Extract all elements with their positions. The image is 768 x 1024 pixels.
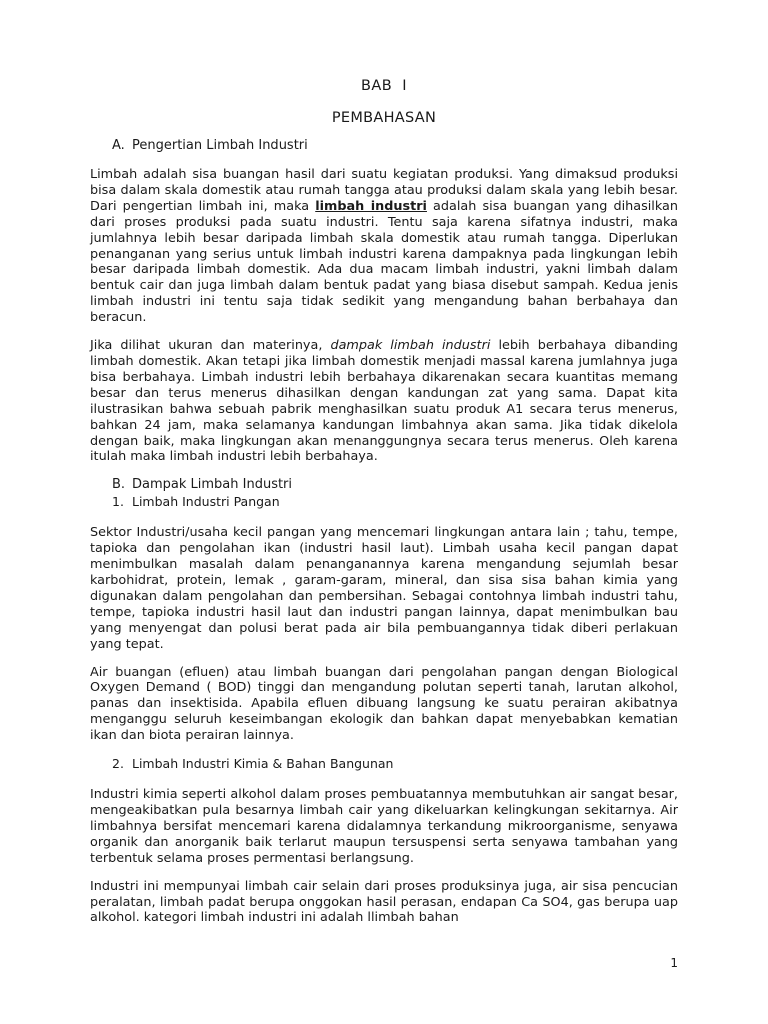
- paragraph-text: adalah sisa buangan yang dihasilkan dari proses produksi pada suatu industri. Tentu saja karena sifatnya industri, maka jumlahnya lebih besar daripada limbah skala domestik atau rumah tangga. Diperlukan penanganan yang serius untuk limbah industri karena dampaknya pada lingkungan lebih besar daripada limbah domestik. Ada dua macam limbah industri, yakni limbah dalam bentuk cair dan juga limbah dalam bentuk padat yang biasa disebut sampah. Kedua jenis limbah industri ini tentu saja tidak sedikit yang mengandung bahan berbahaya dan beracun.: [90, 198, 679, 326]
- section-b-title: Dampak Limbah Industri: [132, 477, 293, 493]
- section-a-heading: [112, 138, 678, 153]
- paragraph-text: lebih berbahaya dibanding limbah domestik. Akan tetapi jika limbah domestik menjadi massal karena jumlahnya juga bisa berbahaya. Limbah industri lebih berbahaya dikarenakan secara kuantitas memang besar dan terus menerus dihasilkan dengan kandungan zat yang sama. Dapat kita ilustrasikan bahwa sebuah pabrik menghasilkan suatu produk A1 secara terus menerus, bahkan 24 jam, maka selamanya kandungan limbahnya akan sama. Jika tidak dikelola dengan baik, maka lingkungan akan menanggungnya secara terus menerus. Oleh karena itulah maka limbah industri lebih berbahaya.: [90, 338, 678, 465]
- section-a-paragraph-2: [90, 338, 678, 465]
- paragraph-text: Limbah adalah sisa buangan hasil dari suatu kegiatan produksi. Yang dimaksud produksi bisa dalam skala domestik atau rumah tangga atau produksi dalam skala yang lebih besar. Dari pengertian limbah ini, maka: [90, 167, 678, 214]
- section-b-marker: B.: [112, 477, 126, 493]
- subsection-1-paragraph-1: Sektor Industri/usaha kecil pangan yang mencemari lingkungan antara lain ; tahu, tempe, tapioka dan pengolahan ikan (industri hasil laut). Limbah usaha kecil pangan dapat menimbulkan masalah dalam penanganannya karena mengandung sejumlah besar karbohidrat, protein, lemak , garam-garam, mineral, dan sisa sisa bahan kimia yang digunakan dalam pengolahan dan pembersihan. Sebagai contohnya limbah industri tahu, tempe, tapioka industri hasil laut dan industri pangan lainnya, dapat menimbulkan bau yang menyengat dan polusi berat pada air bila pembuangannya tidak diberi perlakuan yang tepat.: [90, 525, 678, 652]
- subsection-1-title: Limbah Industri Pangan: [132, 494, 280, 510]
- subsection-1-marker: 1.: [112, 494, 124, 510]
- subsection-2-marker: 2.: [112, 756, 124, 772]
- section-a-title: Pengertian Limbah Industri: [132, 138, 308, 153]
- subsection-1-heading: [112, 494, 678, 509]
- italic-phrase: dampak limbah industri: [330, 338, 491, 354]
- subsection-2-paragraph-1: Industri kimia seperti alkohol dalam proses pembuatannya membutuhkan air sangat besar, mengeakibatkan pula besarnya limbah cair yang dikeluarkan kelingkungan sekitarnya. Air limbahnya bersifat mencemari karena didalamnya terkandung mikroorganisme, senyawa organik dan anorganik baik terlarut maupun tersuspensi serta senyawa tambahan yang terbentuk selama proses permentasi berlangsung.: [90, 787, 678, 866]
- subsection-2-title: Limbah Industri Kimia & Bahan Bangunan: [132, 756, 394, 772]
- chapter-number: I: [402, 78, 408, 94]
- chapter-heading: [90, 78, 678, 94]
- section-a-marker: A.: [112, 138, 125, 153]
- subsection-2-paragraph-2: Industri ini mempunyai limbah cair selain dari proses produksinya juga, air sisa pencucian peralatan, limbah padat berupa onggokan hasil perasan, endapan Ca SO4, gas berupa uap alkohol. kategori limbah industri ini adalah llimbah bahan: [90, 878, 678, 926]
- subsection-1-paragraph-2: Air buangan (efluen) atau limbah buangan dari pengolahan pangan dengan Biological Oxygen Demand ( BOD) tinggi dan mengandung polutan seperti tanah, larutan alkohol, panas dan insektisida. Apabila efluen dibuang langsung ke suatu perairan akibatnya menganggu seluruh keseimbangan ekologik dan bahkan dapat menyebabkan kematian ikan dan biota perairan lainnya.: [90, 664, 678, 744]
- section-b-heading: [112, 477, 678, 492]
- chapter-label: BAB: [360, 78, 393, 94]
- page-number: 1: [670, 956, 678, 970]
- subsection-2-heading: [112, 756, 678, 771]
- paragraph-text: Jika dilihat ukuran dan materinya,: [90, 338, 331, 354]
- chapter-title: PEMBAHASAN: [331, 110, 437, 126]
- keyword-limbah-industri: limbah industri: [315, 198, 427, 214]
- section-a-paragraph-1: [90, 167, 678, 326]
